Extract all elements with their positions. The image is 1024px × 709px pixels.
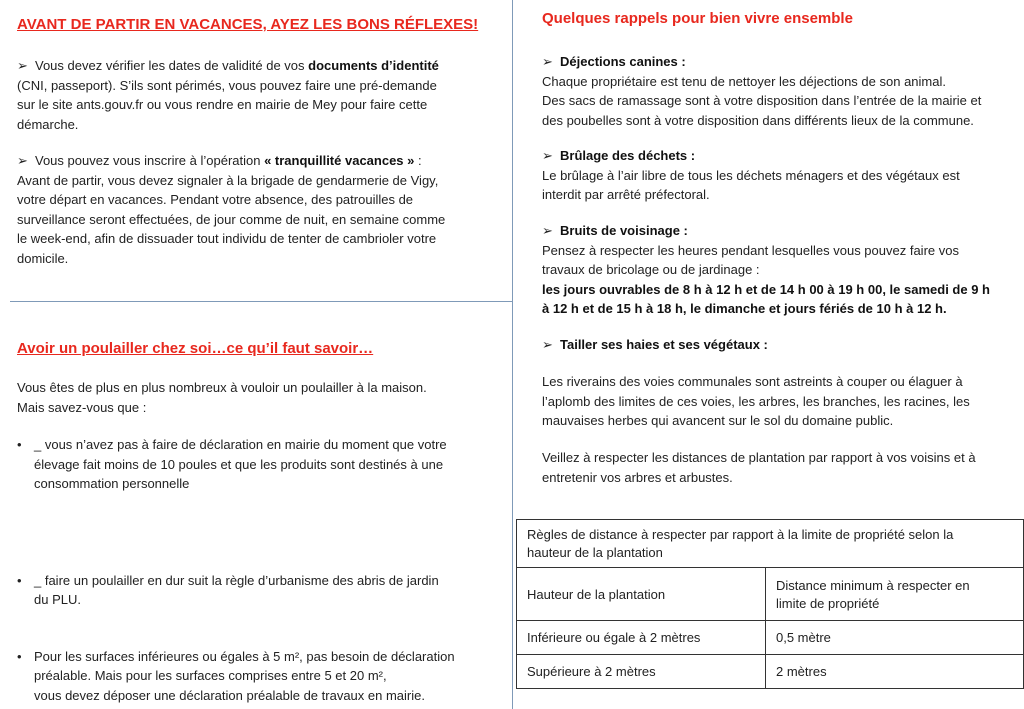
- arrow-icon: ➢: [17, 153, 28, 168]
- poulailler-bullet-3: • Pour les surfaces inférieures ou égales à 5 m², pas besoin de déclaration préalable. Mais pour les surfaces comprises entre 5 et 20 m², vous devez déposer une déclaration préalable de travaux en mairie.: [17, 648, 455, 703]
- table-header-distance: Distance minimum à respecter en limite de propriété: [766, 568, 1024, 621]
- table-header-hauteur: Hauteur de la plantation: [517, 568, 766, 621]
- vacances-paragraph-2: ➢ Vous pouvez vous inscrire à l’opération « tranquillité vacances » : Avant de partir, vous devez signaler à la brigade de gendarmerie de Vigy, votre départ en vacances. Pendant votre absence, des patrouilles de surveillance seront effectuées, de jour comme de nuit, en semaine comme le week-end, afin de dissuader tout individu de tenter de cambrioler votre domicile.: [17, 153, 446, 266]
- poulailler-intro: Vous êtes de plus en plus nombreux à vouloir un poulailler à la maison. Mais savez-vous que :: [17, 380, 427, 415]
- documents-identite: documents d’identité: [308, 58, 439, 73]
- vacances-paragraph-1: ➢ Vous devez vérifier les dates de validité de vos documents d’identité (CNI, passeport). S’ils sont périmés, vous pouvez faire une pré-demande sur le site ants.gouv.fr ou vous rendre en mairie de Mey pour faire cette démarche.: [17, 58, 439, 132]
- bullet-icon: •: [17, 648, 22, 664]
- dejections-section: ➢ Déjections canines : Chaque propriétaire est tenu de nettoyer les déjections de son animal. Des sacs de ramassage sont à votre disposition dans l’entrée de la mairie et des poubelles sont à votre disposition dans différents lieux de la commune.: [542, 54, 982, 128]
- bullet-icon: •: [17, 437, 22, 452]
- distance-table: [516, 519, 1024, 689]
- haies-paragraph-2: Veillez à respecter les distances de plantation par rapport à vos voisins et à entretenir vos arbres et arbustes.: [542, 450, 976, 485]
- vacances-title: AVANT DE PARTIR EN VACANCES, AYEZ LES BONS RÉFLEXES!: [17, 16, 479, 33]
- haies-paragraph-1: Les riverains des voies communales sont astreints à couper ou élaguer à l’aplomb des limites de ces voies, les arbres, les branches, les racines, les mauvaises herbes qui avancent sur le sol du domaine public.: [542, 374, 970, 428]
- bullet-icon: •: [17, 572, 22, 588]
- haies-heading: Tailler ses haies et ses végétaux :: [560, 337, 768, 352]
- poulailler-bullet-1: • _ vous n’avez pas à faire de déclaration en mairie du moment que votre élevage fait moins de 10 poules et que les produits sont destinés à une consommation personnelle: [17, 437, 447, 491]
- arrow-icon: ➢: [542, 337, 553, 352]
- tranquillite-vacances: « tranquillité vacances »: [264, 153, 415, 168]
- bruits-section: ➢ Bruits de voisinage : Pensez à respecter les heures pendant lesquelles vous pouvez faire vos travaux de bricolage ou de jardinage : les jours ouvrables de 8 h à 12 h et de 14 h 00 à 19 h 00, le samedi de 9 h à 12 h et de 15 h à 18 h, le dimanche et jours fériés de 10 h à 12 h.: [542, 223, 990, 316]
- arrow-icon: ➢: [17, 58, 28, 73]
- brulage-heading: Brûlage des déchets :: [560, 148, 696, 163]
- brulage-section: ➢ Brûlage des déchets : Le brûlage à l’air libre de tous les déchets ménagers et des végétaux est interdit par arrêté préfectoral.: [542, 148, 960, 202]
- table-caption: Règles de distance à respecter par rapport à la limite de propriété selon la hauteur de la plantation: [517, 520, 1024, 568]
- arrow-icon: ➢: [542, 148, 553, 163]
- horizontal-divider: [10, 301, 512, 302]
- table-row: Supérieure à 2 mètres 2 mètres: [517, 655, 1024, 689]
- rappels-title: Quelques rappels pour bien vivre ensemble: [542, 10, 853, 27]
- arrow-icon: ➢: [542, 223, 553, 238]
- poulailler-bullet-2: • _ faire un poulailler en dur suit la règle d’urbanisme des abris de jardin du PLU.: [17, 572, 439, 607]
- arrow-icon: ➢: [542, 54, 553, 69]
- haies-section: [542, 335, 1024, 355]
- table-row: Inférieure ou égale à 2 mètres 0,5 mètre: [517, 621, 1024, 655]
- poulailler-title: Avoir un poulailler chez soi…ce qu’il faut savoir…: [17, 340, 374, 357]
- dejections-heading: Déjections canines :: [560, 54, 686, 69]
- bruits-heading: Bruits de voisinage :: [560, 223, 688, 238]
